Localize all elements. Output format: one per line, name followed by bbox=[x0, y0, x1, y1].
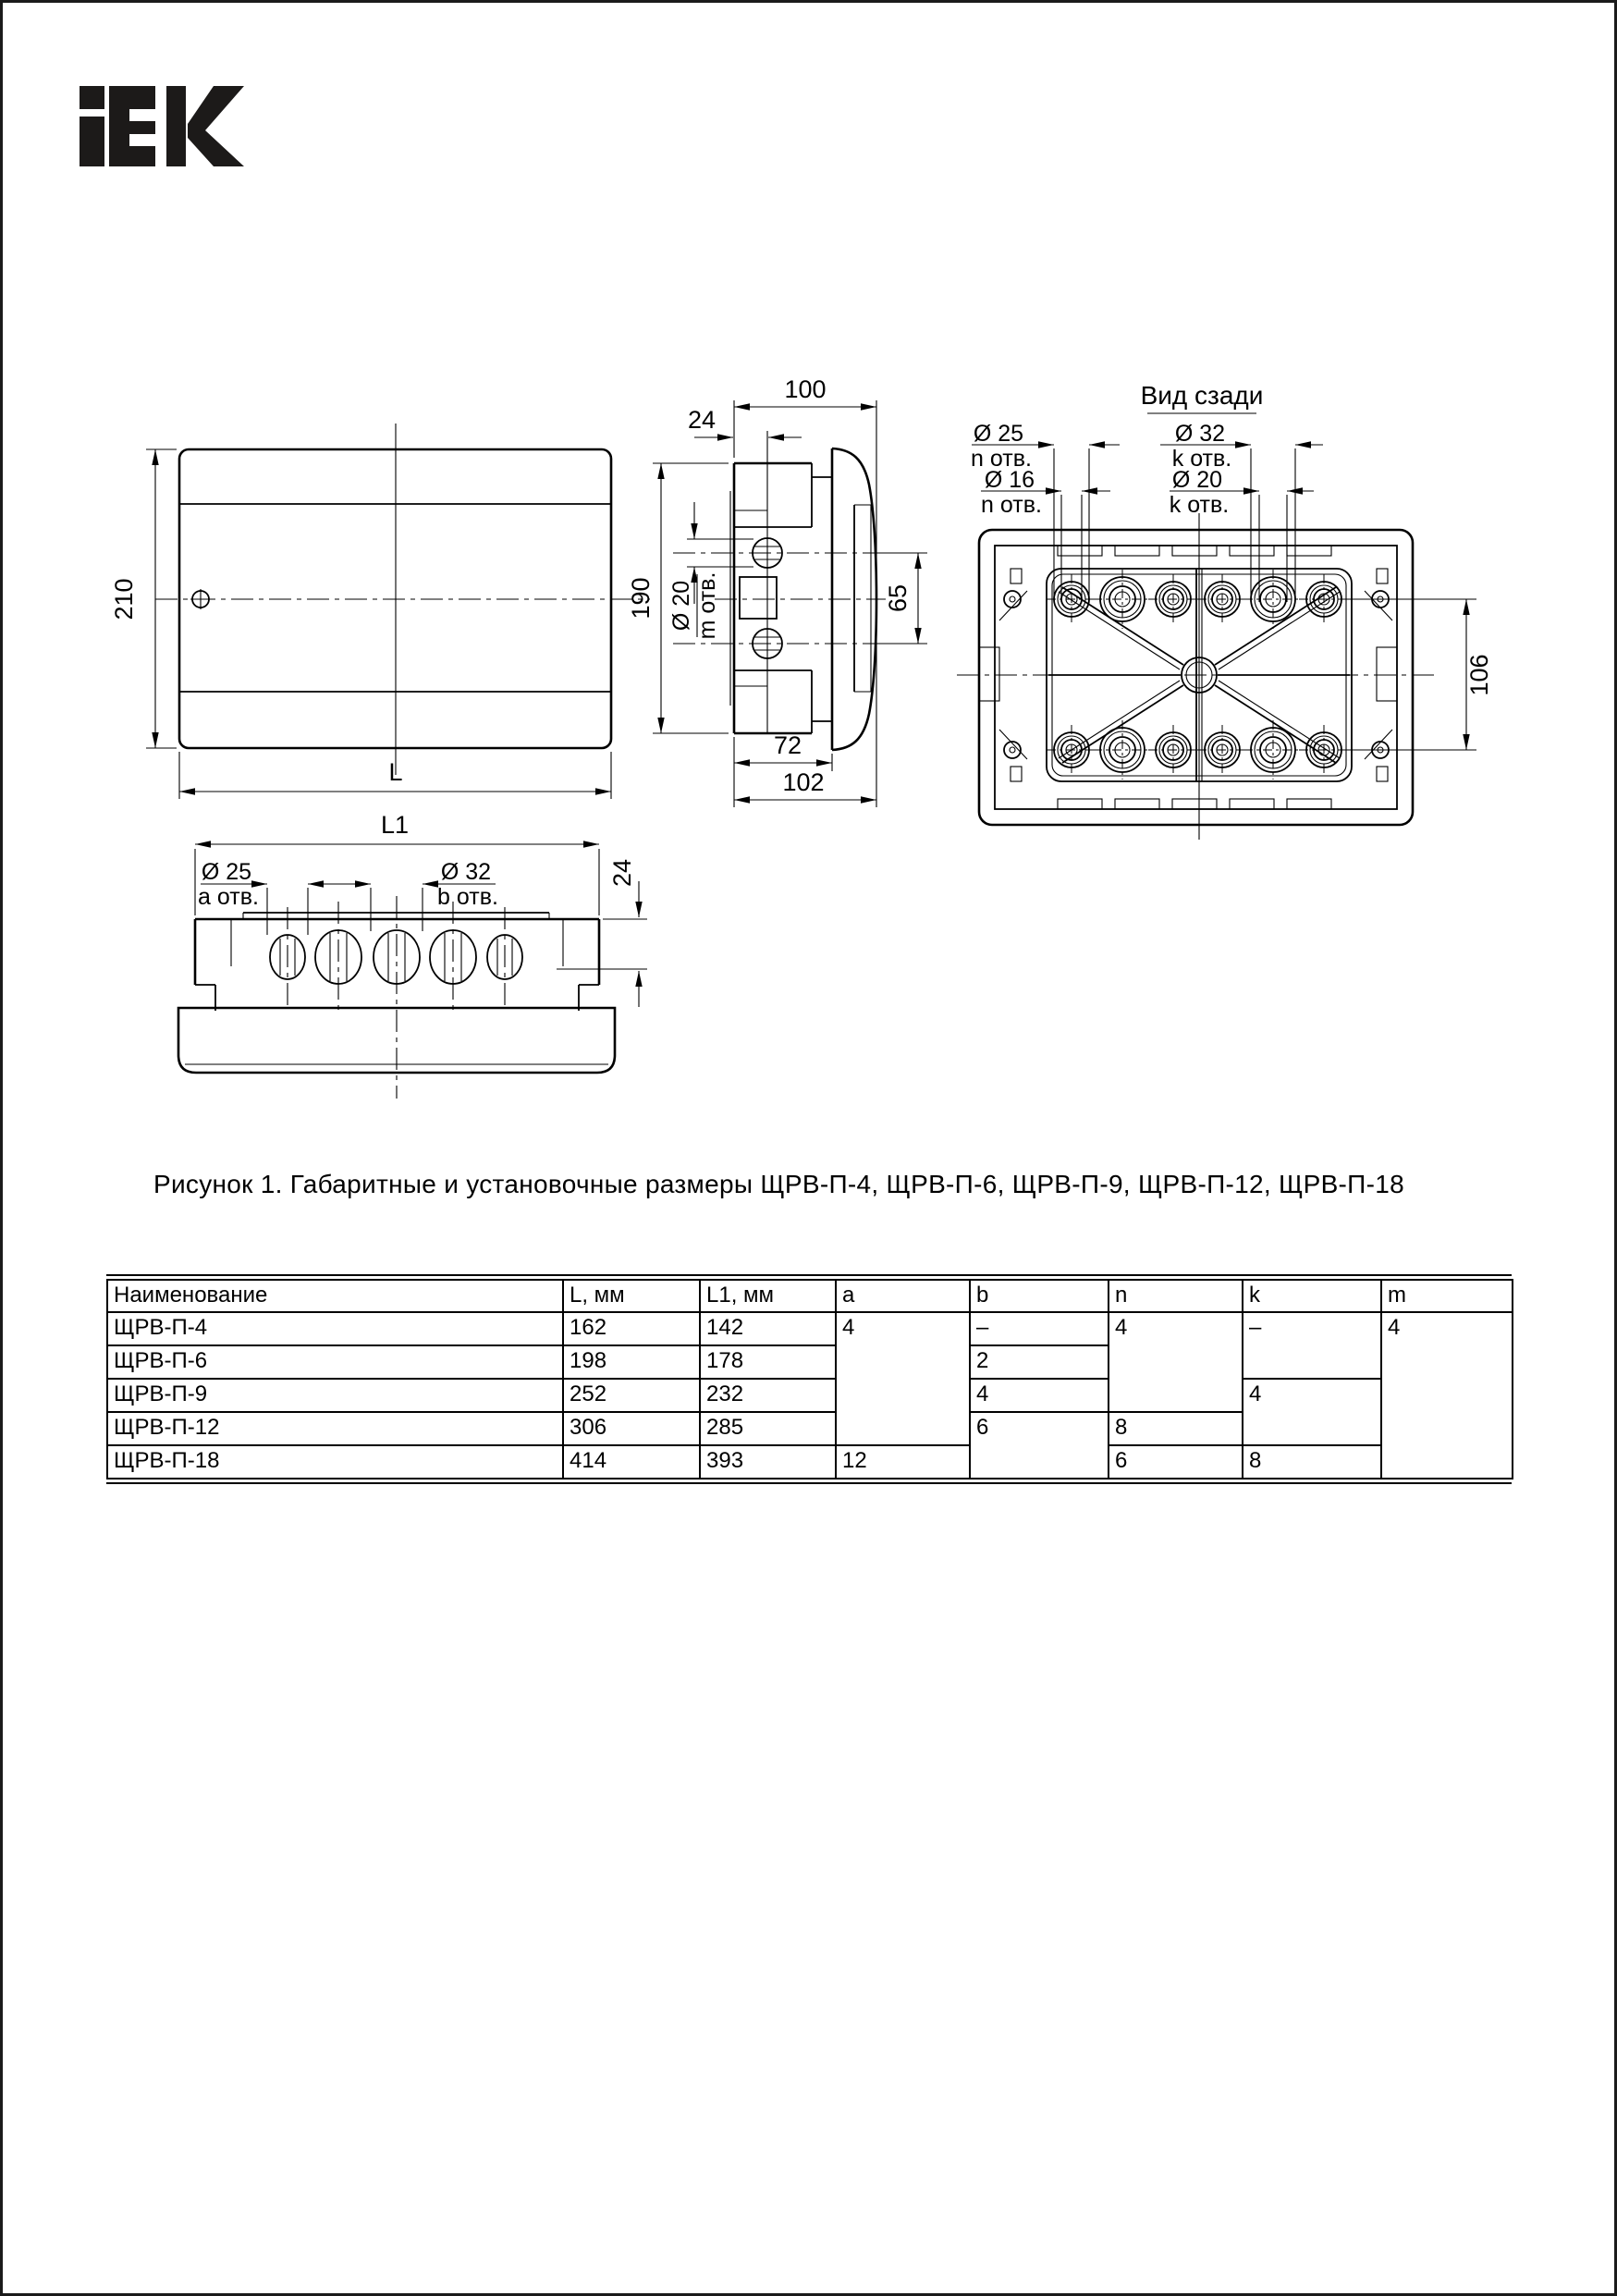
bottom-d32-label: Ø 32 bbox=[440, 859, 492, 885]
col-header-name: Наименование bbox=[107, 1280, 563, 1312]
rear-knockout bbox=[1243, 570, 1303, 629]
table-cell: – bbox=[970, 1312, 1109, 1345]
rear-knockout bbox=[1093, 720, 1152, 780]
bottom-d32-count: b отв. bbox=[437, 884, 498, 910]
dim-24-side-label: 24 bbox=[687, 406, 717, 434]
rear-knockout bbox=[1148, 725, 1198, 775]
table-row bbox=[107, 1445, 1513, 1479]
col-header-m: m bbox=[1381, 1280, 1513, 1312]
table-cell: 8 bbox=[1243, 1445, 1381, 1479]
side-view bbox=[627, 375, 927, 807]
col-header-a: a bbox=[836, 1280, 970, 1312]
table-cell: ЩРВ-П-12 bbox=[107, 1412, 563, 1445]
rear-knockout bbox=[1299, 574, 1349, 624]
dim-190-label: 190 bbox=[627, 577, 655, 620]
dim-102-label: 102 bbox=[782, 768, 825, 796]
rear-knockout bbox=[1148, 574, 1198, 624]
rear-d16-count: n отв. bbox=[981, 492, 1042, 518]
rear-view-title: Вид сзади bbox=[1140, 381, 1264, 410]
col-header-k: k bbox=[1243, 1280, 1381, 1312]
table-cell: 12 bbox=[836, 1445, 970, 1479]
table-cell: 178 bbox=[700, 1345, 836, 1379]
table-cell: 8 bbox=[1109, 1412, 1243, 1445]
spec-table-wrap bbox=[106, 1274, 1512, 1484]
dim-106-label: 106 bbox=[1465, 654, 1493, 696]
table-row bbox=[107, 1379, 1513, 1412]
dim-24-bottom-label: 24 bbox=[608, 858, 636, 888]
table-cell: 4 bbox=[1109, 1312, 1243, 1412]
table-cell: ЩРВ-П-6 bbox=[107, 1345, 563, 1379]
dim-65-label: 65 bbox=[884, 583, 912, 613]
rear-d25-label: Ø 25 bbox=[973, 421, 1024, 447]
rear-d20-count: k отв. bbox=[1169, 492, 1230, 518]
rear-knockout bbox=[1047, 725, 1096, 775]
rear-knockout bbox=[1197, 574, 1247, 624]
figure-caption: Рисунок 1. Габаритные и установочные размеры ЩРВ-П-4, ЩРВ-П-6, ЩРВ-П-9, ЩРВ-П-12, ЩРВ-П-18 bbox=[153, 1170, 1404, 1198]
table-cell: 306 bbox=[563, 1412, 700, 1445]
table-cell: 232 bbox=[700, 1379, 836, 1412]
bottom-view bbox=[178, 811, 647, 1099]
dim-L-label: L bbox=[388, 758, 403, 786]
rear-d20-label: Ø 20 bbox=[1171, 467, 1223, 493]
table-cell: ЩРВ-П-18 bbox=[107, 1445, 563, 1479]
col-header-l: L, мм bbox=[563, 1280, 700, 1312]
table-cell: 414 bbox=[563, 1445, 700, 1479]
col-header-n: n bbox=[1109, 1280, 1243, 1312]
table-cell: 393 bbox=[700, 1445, 836, 1479]
rear-mount-hole bbox=[1004, 591, 1021, 608]
table-cell: 285 bbox=[700, 1412, 836, 1445]
table-cell: 4 bbox=[836, 1312, 970, 1445]
rear-d32-count: k отв. bbox=[1171, 446, 1232, 472]
table-header-row bbox=[107, 1280, 1513, 1312]
table-cell: 252 bbox=[563, 1379, 700, 1412]
bottom-d25-count: a отв. bbox=[198, 884, 259, 910]
rear-d32-label: Ø 32 bbox=[1174, 421, 1226, 447]
dim-210-label: 210 bbox=[110, 578, 138, 620]
table-cell: 198 bbox=[563, 1345, 700, 1379]
rear-d25-count: n отв. bbox=[971, 446, 1032, 472]
table-cell: 4 bbox=[1381, 1312, 1513, 1479]
table-cell: 142 bbox=[700, 1312, 836, 1345]
col-header-l1: L1, мм bbox=[700, 1280, 836, 1312]
table-cell: 4 bbox=[970, 1379, 1109, 1412]
front-view bbox=[110, 424, 650, 799]
table-row bbox=[107, 1312, 1513, 1345]
dim-72-label: 72 bbox=[773, 731, 802, 759]
rear-knockout bbox=[1299, 725, 1349, 775]
table-cell: ЩРВ-П-4 bbox=[107, 1312, 563, 1345]
dim-100-label: 100 bbox=[784, 375, 827, 403]
table-cell: 162 bbox=[563, 1312, 700, 1345]
table-cell: – bbox=[1243, 1312, 1381, 1379]
rear-d16-label: Ø 16 bbox=[984, 467, 1035, 493]
spec-table bbox=[106, 1279, 1513, 1480]
side-hole-dia-label: Ø 20 bbox=[668, 580, 694, 632]
side-hole-count-label: m отв. bbox=[694, 571, 720, 640]
table-cell: 4 bbox=[1243, 1379, 1381, 1445]
rear-view bbox=[957, 381, 1493, 840]
table-cell: 6 bbox=[970, 1412, 1109, 1479]
table-cell: 6 bbox=[1109, 1445, 1243, 1479]
table-cell: ЩРВ-П-9 bbox=[107, 1379, 563, 1412]
rear-knockout bbox=[1197, 725, 1247, 775]
bottom-d25-label: Ø 25 bbox=[201, 859, 252, 885]
technical-drawing bbox=[3, 3, 1617, 1140]
dim-L1-label: L1 bbox=[380, 811, 410, 839]
table-cell: 2 bbox=[970, 1345, 1109, 1379]
col-header-b: b bbox=[970, 1280, 1109, 1312]
